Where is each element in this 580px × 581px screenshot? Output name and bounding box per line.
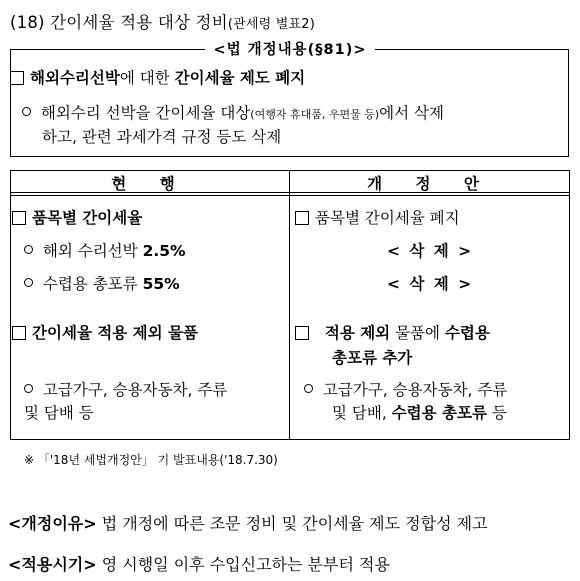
revised-delete-1: < 삭 제 > xyxy=(387,242,474,260)
revised-item-2-line2: 총포류 추가 xyxy=(332,349,413,367)
revised-item-2-bold-1: 적용 제외 xyxy=(324,324,391,342)
amendment-legend xyxy=(0,38,580,59)
amendment-bullet xyxy=(22,101,444,123)
revised-item-2-sub xyxy=(304,378,507,400)
amendment-legend-text: <법 개정내용(§81)> xyxy=(205,42,374,58)
amendment-bullet-line2: 하고, 관련 과세가격 규정 등도 삭제 xyxy=(42,128,282,146)
sub-1-value: 2.5% xyxy=(142,242,186,260)
checkbox-icon xyxy=(295,211,309,225)
current-item-2-sub xyxy=(24,378,227,400)
section-title xyxy=(10,9,315,33)
reason-label: <개정이유> xyxy=(8,514,97,533)
checkbox-icon xyxy=(12,326,26,340)
revised-item-2-mid: 물품에 xyxy=(390,324,445,342)
checkbox-icon xyxy=(12,211,26,225)
sub-2-label: 수렵용 총포류 xyxy=(42,275,143,293)
bullet-text-small: (여행자 휴대품, 우편물 등) xyxy=(250,108,380,121)
amendment-heading xyxy=(10,66,305,88)
revised-item-2-sub-line2 xyxy=(332,401,507,423)
heading-mid: 에 대한 xyxy=(119,69,175,87)
table-header-divider-2 xyxy=(10,195,570,196)
current-item-2-sub-line2: 및 담배 등 xyxy=(24,404,94,422)
footnote: ※ 「'18년 세법개정안」 기 발표내용('18.7.30) xyxy=(24,453,278,467)
section-title-main: (18) 간이세율 적용 대상 정비 xyxy=(10,13,228,32)
bullet-circle-icon xyxy=(24,245,33,254)
revised-item-2-bold-2: 수렵용 xyxy=(444,324,490,342)
column-header-revised: 개 정 안 xyxy=(367,175,493,193)
current-item-1 xyxy=(12,206,142,228)
effective-line xyxy=(8,552,390,575)
current-item-1-text: 품목별 간이세율 xyxy=(32,209,143,227)
effective-text: 영 시행일 이후 수입신고하는 분부터 적용 xyxy=(96,555,390,574)
sub-1-label: 해외 수리선박 xyxy=(42,242,143,260)
current-item-2 xyxy=(12,321,198,343)
section-title-sub: (관세령 별표2) xyxy=(227,17,315,32)
heading-bold-2: 간이세율 제도 폐지 xyxy=(174,69,306,87)
current-item-1-sub-1 xyxy=(24,239,186,261)
revised-delete-2: < 삭 제 > xyxy=(387,275,474,293)
bullet-text-b: 에서 삭제 xyxy=(379,104,444,122)
bullet-circle-icon xyxy=(24,384,33,393)
column-header-current: 현 행 xyxy=(111,175,189,193)
effective-label: <적용시기> xyxy=(8,555,97,574)
checkbox-icon xyxy=(295,326,309,340)
current-item-1-sub-2 xyxy=(24,272,180,294)
table-column-divider xyxy=(289,170,290,440)
reason-line xyxy=(8,511,488,534)
bullet-text-a: 해외수리 선박을 간이세율 대상 xyxy=(40,104,251,122)
sub-2-value: 55% xyxy=(142,275,180,293)
bullet-circle-icon xyxy=(304,384,313,393)
heading-bold-1: 해외수리선박 xyxy=(30,69,120,87)
revised-item-1-text: 품목별 간이세율 폐지 xyxy=(315,209,460,227)
checkbox-icon xyxy=(10,71,24,85)
revised-sub-line-2a: 및 담배, xyxy=(332,404,392,422)
revised-item-1 xyxy=(295,206,460,228)
bullet-circle-icon xyxy=(22,107,31,116)
revised-sub-line-2b: 수렵용 총포류 xyxy=(391,404,487,422)
revised-sub-line-1: 고급가구, 승용자동차, 주류 xyxy=(322,381,508,399)
bullet-circle-icon xyxy=(24,278,33,287)
current-sub-line-1: 고급가구, 승용자동차, 주류 xyxy=(42,381,228,399)
current-item-2-text: 간이세율 적용 제외 물품 xyxy=(32,324,198,342)
revised-item-2 xyxy=(295,321,490,343)
reason-text: 법 개정에 따른 조문 정비 및 간이세율 제도 정합성 제고 xyxy=(96,514,488,533)
revised-sub-line-2c: 등 xyxy=(486,404,507,422)
